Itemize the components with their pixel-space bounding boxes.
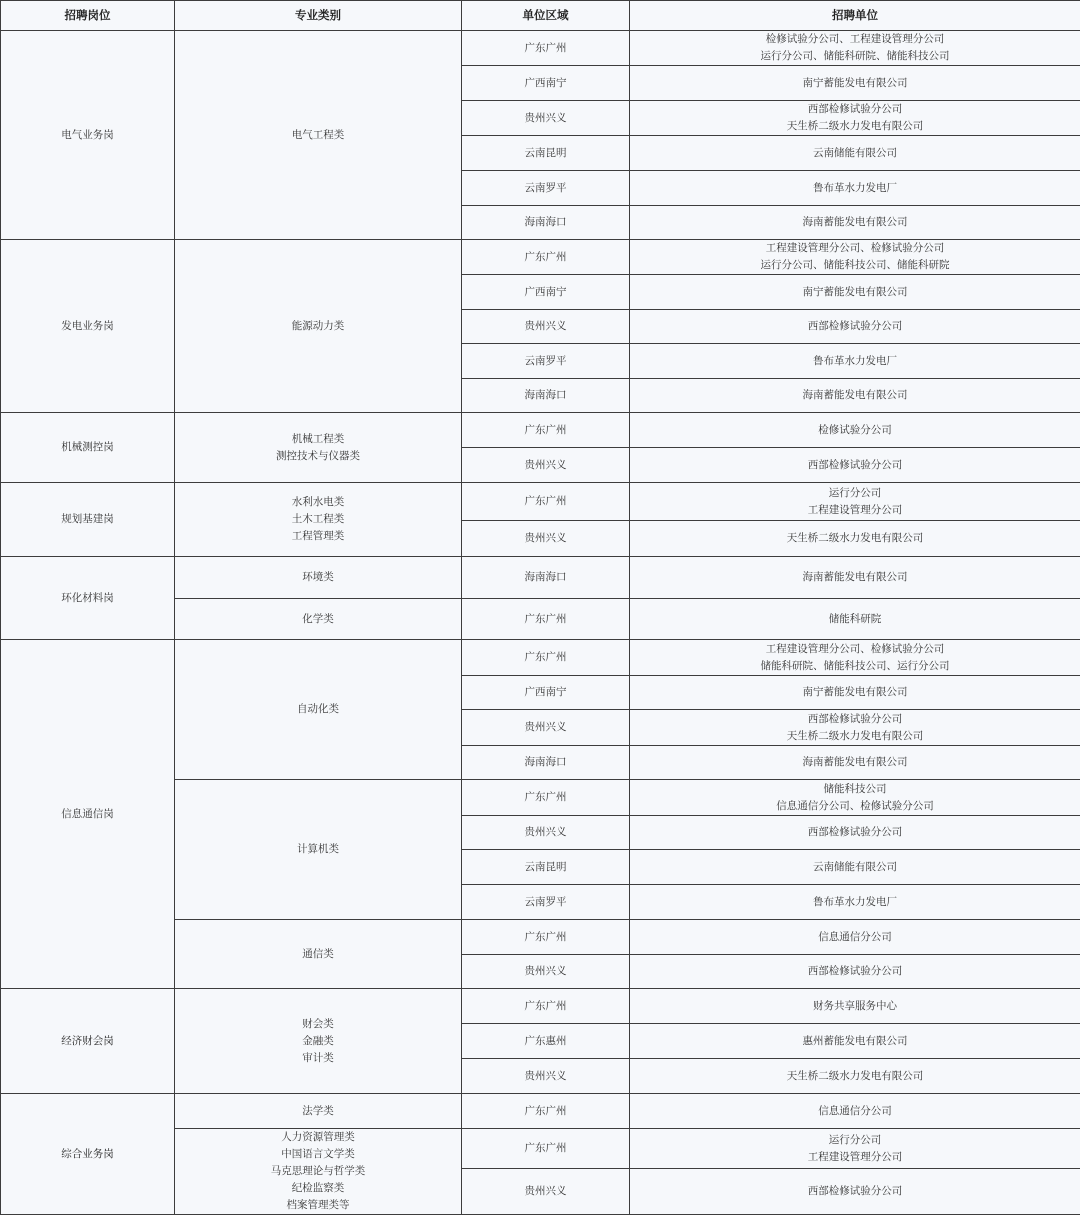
major-cell xyxy=(175,640,462,780)
position-cell: 机械测控岗 xyxy=(1,413,175,483)
major-cell xyxy=(175,240,462,413)
region-cell: 广东广州 xyxy=(462,1129,630,1169)
position-cell: 综合业务岗 xyxy=(1,1094,175,1215)
region-cell: 广东广州 xyxy=(462,599,630,640)
major-cell xyxy=(175,989,462,1094)
major-line: 纪检监察类 xyxy=(291,1182,345,1194)
region-cell: 广东广州 xyxy=(462,31,630,66)
table-body xyxy=(1,31,1080,1215)
unit-line: 运行分公司、储能科技公司、储能科研院 xyxy=(760,259,950,271)
table-row xyxy=(1,240,1080,275)
region-cell: 广东广州 xyxy=(462,413,630,448)
unit-cell xyxy=(630,1094,1080,1129)
unit-cell xyxy=(630,989,1080,1024)
major-line: 马克思理论与哲学类 xyxy=(270,1165,366,1177)
table-row xyxy=(1,640,1080,676)
unit-line: 储能科研院 xyxy=(828,612,882,625)
region-cell: 广东广州 xyxy=(462,780,630,816)
region-cell: 广东广州 xyxy=(462,640,630,676)
unit-cell xyxy=(630,599,1080,640)
region-cell: 贵州兴义 xyxy=(462,101,630,136)
unit-line: 海南蓄能发电有限公司 xyxy=(802,216,908,228)
unit-cell xyxy=(630,31,1080,66)
unit-cell xyxy=(630,240,1080,275)
unit-line: 信息通信分公司 xyxy=(818,930,892,943)
header-position: 招聘岗位 xyxy=(1,1,175,31)
unit-line: 南宁蓄能发电有限公司 xyxy=(802,285,908,298)
unit-cell xyxy=(630,955,1080,989)
position-cell: 电气业务岗 xyxy=(1,31,175,240)
position-cell: 经济财会岗 xyxy=(1,989,175,1094)
header-row xyxy=(1,1,1080,31)
unit-cell xyxy=(630,816,1080,850)
unit-line: 鲁布革水力发电厂 xyxy=(813,354,897,367)
unit-cell xyxy=(630,275,1080,310)
position-cell: 规划基建岗 xyxy=(1,483,175,557)
unit-cell xyxy=(630,310,1080,344)
table-row xyxy=(1,989,1080,1024)
major-line: 测控技术与仪器类 xyxy=(276,449,360,462)
header-unit: 招聘单位 xyxy=(630,1,1080,31)
unit-line: 西部检修试验分公司 xyxy=(807,320,903,332)
unit-line: 西部检修试验分公司 xyxy=(807,712,903,725)
unit-cell xyxy=(630,1129,1080,1169)
region-cell: 海南海口 xyxy=(462,557,630,599)
major-cell xyxy=(175,780,462,920)
region-cell: 贵州兴义 xyxy=(462,710,630,746)
major-line: 通信类 xyxy=(302,947,334,960)
unit-cell xyxy=(630,521,1080,557)
unit-line: 运行分公司 xyxy=(828,486,882,499)
major-line: 计算机类 xyxy=(297,843,339,855)
region-cell: 广东广州 xyxy=(462,920,630,955)
region-cell: 海南海口 xyxy=(462,206,630,240)
unit-line: 海南蓄能发电有限公司 xyxy=(802,571,908,583)
region-cell: 云南罗平 xyxy=(462,344,630,379)
unit-cell xyxy=(630,413,1080,448)
unit-cell xyxy=(630,710,1080,746)
major-line: 电气工程类 xyxy=(291,128,345,141)
unit-cell xyxy=(630,1169,1080,1215)
major-line: 自动化类 xyxy=(297,703,339,715)
unit-line: 西部检修试验分公司 xyxy=(807,826,903,838)
major-line: 财会类 xyxy=(302,1017,334,1030)
unit-line: 工程建设管理分公司、检修试验分公司 xyxy=(765,242,945,254)
region-cell: 贵州兴义 xyxy=(462,310,630,344)
region-cell: 广东广州 xyxy=(462,240,630,275)
region-cell: 云南昆明 xyxy=(462,136,630,171)
unit-cell xyxy=(630,171,1080,206)
region-cell: 广东惠州 xyxy=(462,1024,630,1059)
unit-line: 工程建设管理分公司、检修试验分公司 xyxy=(765,642,945,655)
table-row xyxy=(1,31,1080,66)
region-cell: 云南罗平 xyxy=(462,171,630,206)
table-row xyxy=(1,483,1080,521)
unit-cell xyxy=(630,850,1080,885)
unit-cell xyxy=(630,379,1080,413)
region-cell: 贵州兴义 xyxy=(462,521,630,557)
unit-cell xyxy=(630,206,1080,240)
major-line: 能源动力类 xyxy=(291,319,345,332)
unit-line: 海南蓄能发电有限公司 xyxy=(802,389,908,401)
unit-line: 信息通信分公司 xyxy=(818,1104,892,1117)
unit-line: 检修试验分公司、工程建设管理分公司 xyxy=(765,33,945,45)
unit-line: 检修试验分公司 xyxy=(818,423,892,436)
region-cell: 海南海口 xyxy=(462,379,630,413)
unit-line: 西部检修试验分公司 xyxy=(807,1185,903,1198)
major-cell xyxy=(175,557,462,599)
unit-line: 天生桥二级水力发电有限公司 xyxy=(786,532,924,544)
region-cell: 广东广州 xyxy=(462,989,630,1024)
unit-cell xyxy=(630,920,1080,955)
major-cell xyxy=(175,413,462,483)
region-cell: 云南昆明 xyxy=(462,850,630,885)
unit-line: 信息通信分公司、检修试验分公司 xyxy=(776,799,934,812)
unit-line: 西部检修试验分公司 xyxy=(807,458,903,471)
position-cell: 信息通信岗 xyxy=(1,640,175,989)
table-row xyxy=(1,557,1080,599)
unit-cell xyxy=(630,1024,1080,1059)
unit-line: 天生桥二级水力发电有限公司 xyxy=(786,729,924,742)
major-cell xyxy=(175,483,462,557)
unit-cell xyxy=(630,483,1080,521)
major-cell xyxy=(175,1094,462,1129)
major-cell xyxy=(175,599,462,640)
table-row xyxy=(1,413,1080,448)
major-line: 环境类 xyxy=(302,571,334,583)
unit-cell xyxy=(630,101,1080,136)
region-cell: 广西南宁 xyxy=(462,676,630,710)
header-region: 单位区域 xyxy=(462,1,630,31)
unit-cell xyxy=(630,885,1080,920)
major-line: 工程管理类 xyxy=(291,530,345,542)
major-line: 机械工程类 xyxy=(291,432,345,445)
major-line: 化学类 xyxy=(302,612,334,625)
major-line: 法学类 xyxy=(302,1104,334,1117)
unit-line: 储能科研院、储能科技公司、运行分公司 xyxy=(760,659,950,672)
header-major: 专业类别 xyxy=(175,1,462,31)
unit-cell xyxy=(630,746,1080,780)
region-cell: 广西南宁 xyxy=(462,66,630,101)
region-cell: 贵州兴义 xyxy=(462,1059,630,1094)
unit-line: 南宁蓄能发电有限公司 xyxy=(802,76,908,89)
region-cell: 广东广州 xyxy=(462,1094,630,1129)
position-cell: 发电业务岗 xyxy=(1,240,175,413)
major-line: 中国语言文学类 xyxy=(281,1148,355,1160)
unit-line: 运行分公司 xyxy=(828,1133,882,1146)
major-line: 金融类 xyxy=(302,1034,334,1047)
unit-cell xyxy=(630,448,1080,483)
unit-line: 工程建设管理分公司 xyxy=(807,1150,903,1163)
unit-line: 运行分公司、储能科研院、储能科技公司 xyxy=(760,50,950,62)
unit-cell xyxy=(630,66,1080,101)
region-cell: 贵州兴义 xyxy=(462,955,630,989)
unit-line: 鲁布革水力发电厂 xyxy=(813,181,897,194)
unit-line: 云南储能有限公司 xyxy=(813,860,897,873)
unit-line: 财务共享服务中心 xyxy=(813,999,897,1012)
region-cell: 贵州兴义 xyxy=(462,1169,630,1215)
unit-cell xyxy=(630,344,1080,379)
unit-line: 南宁蓄能发电有限公司 xyxy=(802,686,908,698)
position-cell: 环化材料岗 xyxy=(1,557,175,640)
unit-line: 天生桥二级水力发电有限公司 xyxy=(786,1069,924,1082)
unit-cell xyxy=(630,557,1080,599)
unit-line: 工程建设管理分公司 xyxy=(807,503,903,516)
unit-cell xyxy=(630,136,1080,171)
major-line: 水利水电类 xyxy=(291,496,345,508)
major-line: 审计类 xyxy=(302,1051,334,1064)
unit-line: 天生桥二级水力发电有限公司 xyxy=(786,120,924,132)
unit-cell xyxy=(630,640,1080,676)
region-cell: 海南海口 xyxy=(462,746,630,780)
region-cell: 云南罗平 xyxy=(462,885,630,920)
major-line: 档案管理类等 xyxy=(286,1199,350,1211)
region-cell: 广西南宁 xyxy=(462,275,630,310)
unit-line: 海南蓄能发电有限公司 xyxy=(802,756,908,768)
unit-cell xyxy=(630,780,1080,816)
unit-cell xyxy=(630,1059,1080,1094)
major-line: 土木工程类 xyxy=(291,513,345,525)
unit-line: 云南储能有限公司 xyxy=(813,146,897,159)
major-cell xyxy=(175,31,462,240)
unit-line: 鲁布革水力发电厂 xyxy=(813,895,897,908)
unit-line: 储能科技公司 xyxy=(823,782,887,795)
unit-line: 惠州蓄能发电有限公司 xyxy=(802,1034,908,1047)
major-cell xyxy=(175,920,462,989)
table-row xyxy=(1,1094,1080,1129)
unit-line: 西部检修试验分公司 xyxy=(807,103,903,115)
region-cell: 广东广州 xyxy=(462,483,630,521)
major-cell xyxy=(175,1129,462,1215)
major-line: 人力资源管理类 xyxy=(281,1131,355,1143)
unit-line: 西部检修试验分公司 xyxy=(807,965,903,977)
region-cell: 贵州兴义 xyxy=(462,816,630,850)
unit-cell xyxy=(630,676,1080,710)
region-cell: 贵州兴义 xyxy=(462,448,630,483)
